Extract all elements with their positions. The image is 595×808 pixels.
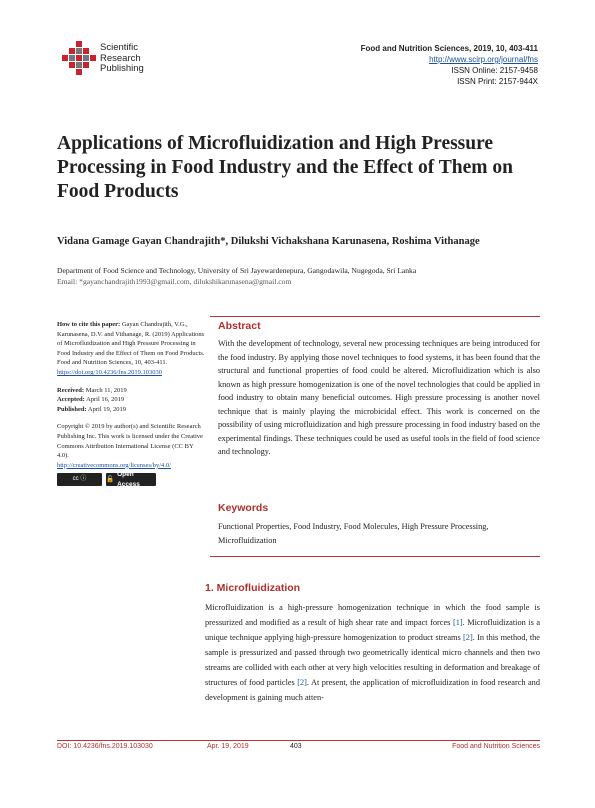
affiliation: Department of Food Science and Technology, University of Sri Jayewardenepura, Gangodawila, Nugegoda, Sri Lanka [57, 266, 417, 275]
cite-doi-link[interactable]: https://doi.org/10.4236/fns.2019.103030 [57, 368, 162, 376]
paper-title: Applications of Microfluidization and High Pressure Processing in Food Industry and the Effect of Them on Food Products [57, 133, 513, 202]
reference-link[interactable]: [2] [297, 678, 307, 687]
abstract-text: With the development of technology, several new processing techniques are being introduced for the food industry. By applying those novel techniques to food systems, it has been found that the structural and functional properties of food could be altered. Microfluidization which is also known as high pressure homogenization is one of the novel technologies that could be applied in food industry to obtain many beneficial outcomes. High pressure processing is another novel technique that is mainly playing the microbicidal effect. This work is concerned on the possibility of using microfluidization and high pressure processing in food industry based on the experimental findings. These techniques could be used as useful tools in the field of food science and technology. [218, 339, 540, 456]
body-text: . In this method, the sample is pressurized and passed through two geometrically identical micro channels and then two streams are collided with each other at very high velocities resulting in deformation and breakage of structures of food particles [205, 633, 540, 687]
keywords-text: Functional Properties, Food Industry, Food Molecules, High Pressure Processing, Microfluidization [218, 522, 489, 545]
body-text: . Microfluidization is a unique technique applying high-pressure homogenization to product streams [205, 618, 540, 642]
footer-journal: Food and Nutrition Sciences [452, 743, 540, 750]
journal-url-link[interactable]: http://www.scirp.org/journal/fns [429, 55, 538, 64]
section-body [205, 600, 540, 705]
accepted-value: April 16, 2019 [86, 396, 125, 404]
publisher-line: Research [100, 52, 141, 64]
published-label: Published: [57, 405, 87, 413]
body-text: . At present, the application of microfluidization in food research and development is gaining much atten- [205, 678, 540, 702]
issn-print: ISSN Print: 2157-944X [457, 77, 538, 86]
abstract-heading: Abstract [218, 320, 261, 332]
scirp-logo-icon [60, 40, 98, 78]
accepted-label: Accepted: [57, 396, 85, 404]
published-date [57, 405, 205, 415]
footer-date: Apr. 19, 2019 [207, 743, 249, 750]
cc-by-badge[interactable]: cc ⓘ [57, 473, 102, 486]
page-number: 403 [290, 743, 302, 750]
article-info-sidebar [57, 320, 205, 486]
journal-meta [361, 43, 538, 87]
license-link[interactable]: http://creativecommons.org/licenses/by/4.0/ [57, 461, 171, 469]
divider [210, 316, 540, 317]
published-value: April 19, 2019 [87, 405, 127, 413]
accepted-date [57, 395, 205, 405]
footer-doi: DOI: 10.4236/fns.2019.103030 [57, 743, 153, 750]
citation-block [57, 320, 205, 378]
journal-citation: Food and Nutrition Sciences, 2019, 10, 403-411 [360, 44, 538, 53]
publisher-name [100, 43, 144, 75]
author-list: Vidana Gamage Gayan Chandrajith*, Dilukshi Vichakshana Karunasena, Roshima Vithanage [57, 236, 480, 247]
received-label: Received: [57, 386, 85, 394]
email-line: Email: *gayanchandrajith1993@gmail.com, dilukshikarunasena@gmail.com [57, 277, 292, 286]
divider [210, 556, 540, 557]
affiliation-block [57, 265, 547, 287]
publisher-line: Publishing [100, 63, 144, 74]
unlock-icon: 🔓 [106, 476, 115, 484]
reference-link[interactable]: [1] [452, 618, 463, 627]
license-badges [57, 473, 205, 486]
copyright-notice: Copyright © 2019 by author(s) and Scientific Research Publishing Inc. This work is licensed under the Creative Commons Attribution International License (CC BY 4.0). [57, 423, 203, 460]
footer-divider [57, 740, 540, 741]
cite-text: Gayan Chandrajith, V.G., Karunasena, D.V. and Vithanage, R. (2019) Applications of Microfluidization and High Pressure Processing in Food Industry and the Effect of Them on Food Products. Food and Nutrition Sciences, 10, 403-411. [57, 321, 205, 367]
cite-label: How to cite this paper: [57, 321, 121, 328]
open-access-badge[interactable] [106, 473, 156, 486]
received-date [57, 386, 205, 396]
issn-online: ISSN Online: 2157-9458 [451, 66, 538, 75]
publisher-line: Scientific [100, 42, 139, 53]
reference-link[interactable]: [2] [463, 633, 473, 642]
publisher-logo [60, 40, 220, 82]
received-value: March 11, 2019 [85, 386, 127, 394]
keywords-heading: Keywords [218, 502, 269, 514]
section-heading: 1. Microfluidization [205, 582, 301, 594]
body-text: Microfluidization is a high-pressure homogenization technique in which the food sample is pressurized and modified as a result of high shear rate and impact forces [205, 603, 540, 627]
open-access-label: Open Access [117, 471, 140, 488]
